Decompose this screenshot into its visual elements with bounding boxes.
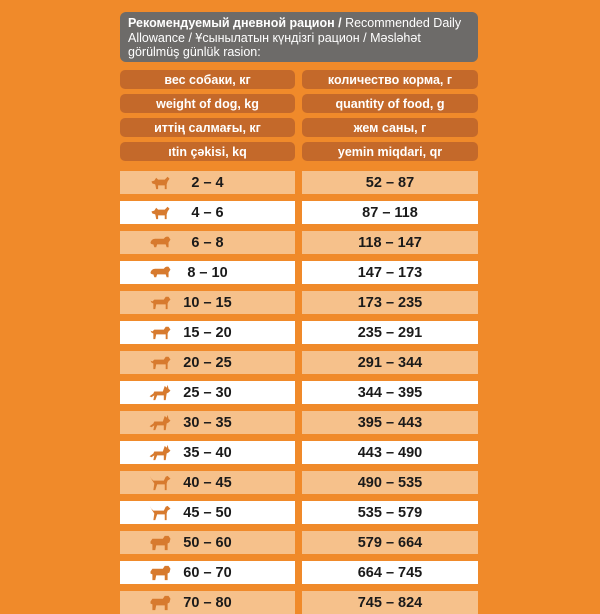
header-weight-az: ıtin çəkisi, kq (120, 142, 295, 161)
table-row (120, 471, 478, 494)
food-cell: 118 – 147 (302, 231, 478, 254)
weight-cell: 15 – 20 (120, 321, 295, 344)
shepherd-dog-icon (148, 413, 172, 432)
medium-dog-icon (148, 323, 172, 342)
weight-cell: 20 – 25 (120, 351, 295, 374)
table-row (120, 381, 478, 404)
header-food-ru: количество корма, г (302, 70, 478, 89)
food-cell: 745 – 824 (302, 591, 478, 614)
title-rest: Recommended Daily Allowance / Ұсынылатын күндізгі рацион / Məsləhət görülmüş günlük rasion: (128, 16, 462, 59)
table-row (120, 231, 478, 254)
weight-cell: 2 – 4 (120, 171, 295, 194)
food-cell: 344 – 395 (302, 381, 478, 404)
header-food-az: yemin miqdari, qr (302, 142, 478, 161)
weight-cell: 40 – 45 (120, 471, 295, 494)
food-cell: 490 – 535 (302, 471, 478, 494)
table-row (120, 501, 478, 524)
table-row (120, 591, 478, 614)
weight-cell: 10 – 15 (120, 291, 295, 314)
food-cell: 443 – 490 (302, 441, 478, 464)
title-bold: Рекомендуемый дневной рацион / (128, 16, 342, 30)
weight-cell: 35 – 40 (120, 441, 295, 464)
header-food-en: quantity of food, g (302, 94, 478, 113)
header-weight-kz: иттің салмағы, кг (120, 118, 295, 137)
table-row (120, 291, 478, 314)
food-cell: 395 – 443 (302, 411, 478, 434)
table-row (120, 531, 478, 554)
large-dog-icon (148, 503, 172, 522)
weight-cell: 60 – 70 (120, 561, 295, 584)
giant-dog-icon (148, 593, 172, 612)
medium-dog-icon (148, 353, 172, 372)
weight-cell: 70 – 80 (120, 591, 295, 614)
table-row (120, 261, 478, 284)
table-row (120, 201, 478, 224)
weight-cell: 25 – 30 (120, 381, 295, 404)
weight-cell: 30 – 35 (120, 411, 295, 434)
food-cell: 291 – 344 (302, 351, 478, 374)
table-row (120, 171, 478, 194)
food-cell: 535 – 579 (302, 501, 478, 524)
small-dog-icon (148, 263, 172, 282)
weight-cell: 6 – 8 (120, 231, 295, 254)
food-cell: 52 – 87 (302, 171, 478, 194)
food-cell: 664 – 745 (302, 561, 478, 584)
header-food-kz: жем саны, г (302, 118, 478, 137)
food-cell: 579 – 664 (302, 531, 478, 554)
large-dog-icon (148, 473, 172, 492)
weight-cell: 45 – 50 (120, 501, 295, 524)
tiny-dog-icon (148, 203, 172, 222)
header-weight-ru: вес собаки, кг (120, 70, 295, 89)
giant-dog-icon (148, 563, 172, 582)
food-cell: 173 – 235 (302, 291, 478, 314)
shepherd-dog-icon (148, 443, 172, 462)
table-row (120, 321, 478, 344)
table-row (120, 441, 478, 464)
table-row (120, 411, 478, 434)
shepherd-dog-icon (148, 383, 172, 402)
tiny-dog-icon (148, 173, 172, 192)
medium-dog-icon (148, 293, 172, 312)
table-row (120, 561, 478, 584)
title-box (120, 12, 478, 62)
food-cell: 87 – 118 (302, 201, 478, 224)
food-cell: 235 – 291 (302, 321, 478, 344)
giant-dog-icon (148, 533, 172, 552)
weight-cell: 4 – 6 (120, 201, 295, 224)
weight-cell: 50 – 60 (120, 531, 295, 554)
small-dog-icon (148, 233, 172, 252)
weight-cell: 8 – 10 (120, 261, 295, 284)
food-cell: 147 – 173 (302, 261, 478, 284)
header-weight-en: weight of dog, kg (120, 94, 295, 113)
table-row (120, 351, 478, 374)
